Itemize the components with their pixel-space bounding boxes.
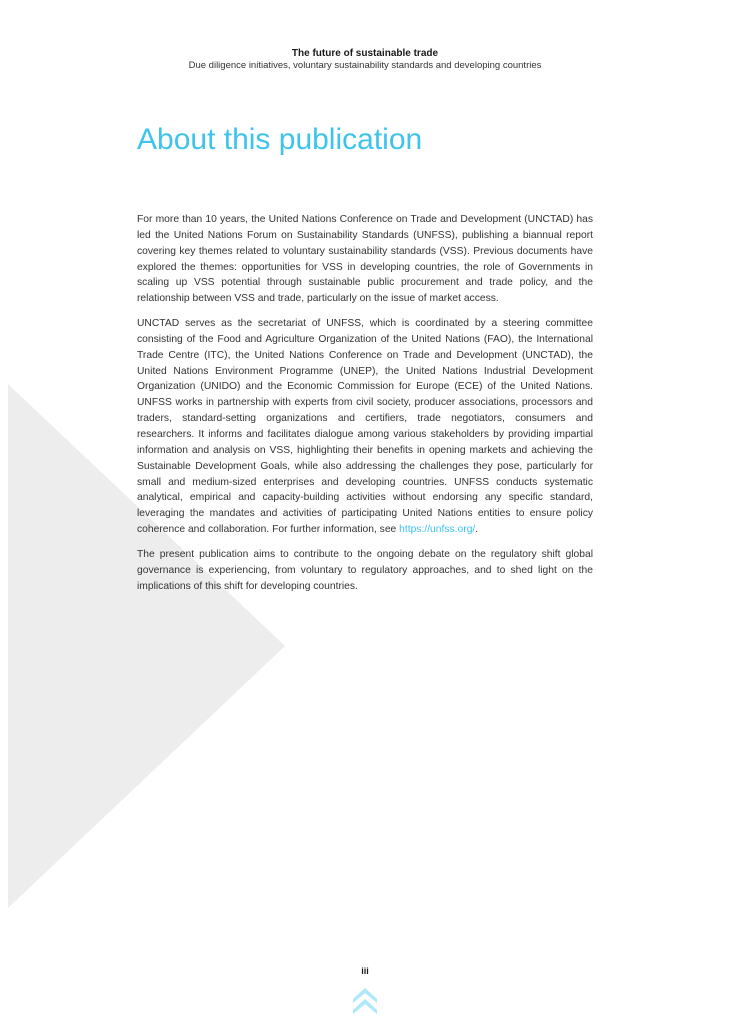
running-header	[0, 48, 730, 72]
double-chevron-up-icon	[353, 988, 377, 1014]
paragraph-secretariat-text: UNCTAD serves as the secretariat of UNFSS, which is coordinated by a steering committee consisting of the Food and Agriculture Organization of the United Nations (FAO), the International Trade Centre (ITC), the United Nations Conference on Trade and Development (UNCTAD), the United Nations Environment Programme (UNEP), the United Nations Industrial Development Organization (UNIDO) and the Economic Commission for Europe (ECE) of the United Nations. UNFSS works in partnership with experts from civil society, producer associations, processors and traders, standard-setting organizations and certifiers, trade negotiators, consumers and researchers. It informs and facilitates dialogue among various stakeholders by providing impartial information and analysis on VSS, highlighting their benefits in opening markets and achieving the Sustainable Development Goals, while also addressing the challenges they pose, particularly for small and medium-sized enterprises and developing countries. UNFSS conducts systematic analytical, empirical and capacity-building activities without endorsing any specific standard, leveraging the mandates and activities of participating United Nations entities to ensure policy coherence and collaboration. For further information, see	[137, 318, 593, 536]
running-header-title: The future of sustainable trade	[291, 48, 439, 59]
body-text	[137, 212, 593, 603]
paragraph-purpose: The present publication aims to contribute to the ongoing debate on the regulatory shift global governance is experiencing, from voluntary to regulatory approaches, and to shed light on the implications of this shift for developing countries.	[137, 548, 593, 592]
paragraph-secretariat-end: .	[475, 524, 479, 536]
unfss-link[interactable]: https://unfss.org/	[399, 524, 476, 536]
paragraph-history: For more than 10 years, the United Nations Conference on Trade and Development (UNCTAD) has led the United Nations Forum on Sustainability Standards (UNFSS), publishing a biannual report covering key themes related to voluntary sustainability standards (VSS). Previous documents have explored the themes: opportunities for VSS in developing countries, the role of Governments in scaling up VSS potential through sustainable public procurement and trade policy, and the relationship between VSS and trade, particularly on the issue of market access.	[137, 214, 593, 305]
page-title: About this publication	[137, 123, 423, 156]
paragraph-secretariat	[137, 316, 593, 538]
running-header-subtitle: Due diligence initiatives, voluntary sustainability standards and developing countries	[188, 60, 542, 71]
page-number: iii	[361, 966, 369, 976]
